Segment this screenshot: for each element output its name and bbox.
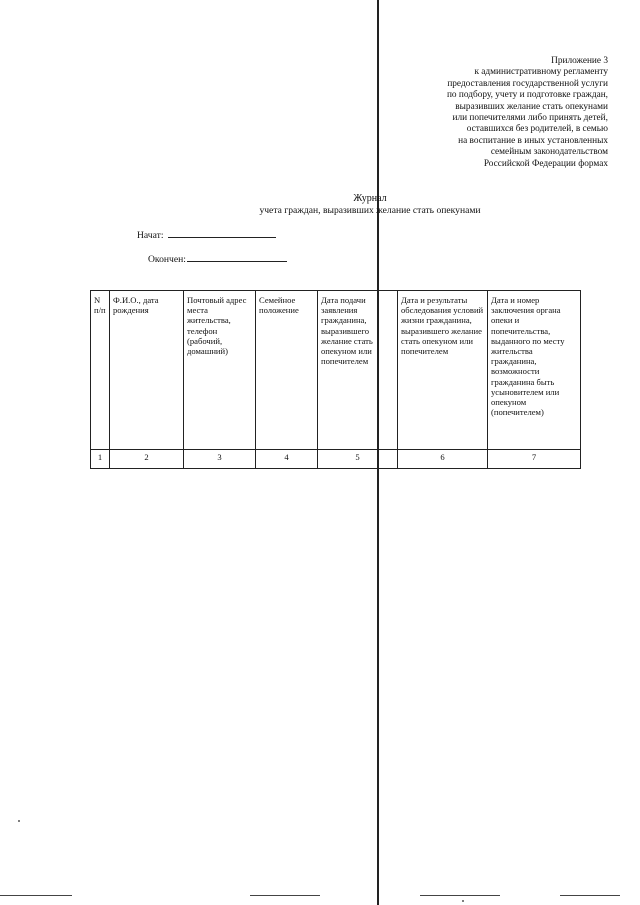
appendix-block <box>348 56 608 170</box>
column-number: 3 <box>184 450 256 469</box>
journal-title: Журнал <box>353 193 387 204</box>
scan-edge-rule <box>0 895 72 896</box>
column-number: 2 <box>110 450 184 469</box>
journal-subtitle: учета граждан, выразивших желание стать опекунами <box>259 205 481 216</box>
column-number: 6 <box>398 450 488 469</box>
header-cell-conclusion: Дата и номер заключения органа опеки и попечительства, выданного по месту жительства гражданина, возможности гражданина быть усыновителем или опекуном (попечителем) <box>488 291 581 450</box>
appendix-line: Приложение 3 <box>551 56 608 66</box>
header-cell-number: N п/п <box>91 291 110 450</box>
table-number-row <box>91 450 581 469</box>
column-number: 4 <box>256 450 318 469</box>
scan-edge-rule <box>250 895 320 896</box>
column-number: 7 <box>488 450 581 469</box>
header-cell-address: Почтовый адрес места жительства, телефон (рабочий, домашний) <box>184 291 256 450</box>
appendix-line: на воспитание в иных установленных <box>458 135 608 146</box>
header-cell-application-date: Дата подачи заявления гражданина, выразившего желание стать опекуном или попечителем <box>318 291 398 450</box>
appendix-line: Российской Федерации формах <box>483 158 608 169</box>
finished-field <box>148 253 287 265</box>
appendix-line: оставшихся без родителей, в семью <box>466 124 608 135</box>
appendix-line: по подбору, учету и подготовке граждан, <box>446 90 608 101</box>
finished-blank-line <box>187 253 287 262</box>
header-cell-name: Ф.И.О., дата рождения <box>110 291 184 450</box>
appendix-line: предоставления государственной услуги <box>447 78 608 89</box>
header-cell-inspection: Дата и результаты обследования условий жизни гражданина, выразившего желание стать опекуном или попечителем <box>398 291 488 450</box>
appendix-line: или попечителями либо принять детей, <box>452 113 608 124</box>
started-field <box>137 229 276 241</box>
finished-label: Окончен: <box>148 254 186 265</box>
scan-edge-rule <box>560 895 620 896</box>
scan-speck <box>18 820 20 822</box>
appendix-line: к административному регламенту <box>474 67 608 78</box>
journal-table <box>90 290 581 469</box>
column-number: 1 <box>91 450 110 469</box>
appendix-line: выразивших желание стать опекунами <box>455 101 608 112</box>
started-label: Начат: <box>137 230 164 241</box>
scan-edge-rule <box>420 895 500 896</box>
appendix-line: семейным законодательством <box>490 147 608 158</box>
column-number: 5 <box>318 450 398 469</box>
header-cell-family-status: Семейное положение <box>256 291 318 450</box>
scan-speck <box>462 900 464 902</box>
table-header-row <box>91 291 581 450</box>
started-blank-line <box>168 229 276 238</box>
